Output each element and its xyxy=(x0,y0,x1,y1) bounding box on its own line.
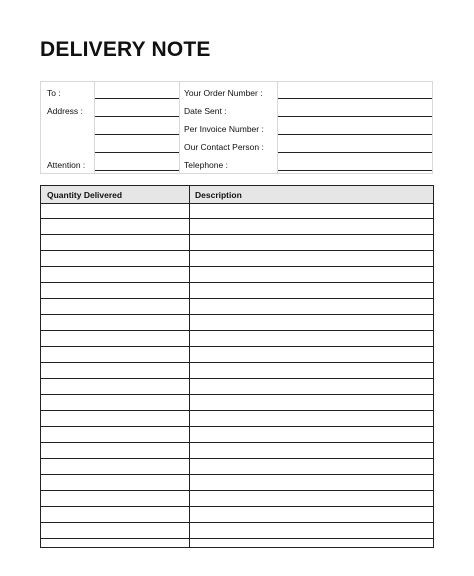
column-header-quantity: Quantity Delivered xyxy=(47,190,123,200)
table-row xyxy=(41,219,433,235)
table-row xyxy=(41,459,433,475)
description-cell[interactable] xyxy=(190,203,433,218)
attention-label: Attention : xyxy=(47,160,86,170)
table-row xyxy=(41,411,433,427)
quantity-cell[interactable] xyxy=(41,443,189,458)
quantity-cell[interactable] xyxy=(41,507,189,522)
table-row xyxy=(41,491,433,507)
quantity-cell[interactable] xyxy=(41,219,189,234)
table-row xyxy=(41,299,433,315)
quantity-cell[interactable] xyxy=(41,251,189,266)
quantity-cell[interactable] xyxy=(41,315,189,330)
table-row xyxy=(41,443,433,459)
quantity-cell[interactable] xyxy=(41,475,189,490)
table-row xyxy=(41,507,433,523)
quantity-cell[interactable] xyxy=(41,491,189,506)
description-cell[interactable] xyxy=(190,379,433,394)
table-row xyxy=(41,523,433,539)
description-cell[interactable] xyxy=(190,491,433,506)
quantity-cell[interactable] xyxy=(41,267,189,282)
quantity-cell[interactable] xyxy=(41,299,189,314)
quantity-cell[interactable] xyxy=(41,363,189,378)
contact-person-field[interactable] xyxy=(278,152,432,153)
delivery-info-block xyxy=(40,81,433,174)
table-row xyxy=(41,395,433,411)
to-field[interactable] xyxy=(95,98,179,99)
description-cell[interactable] xyxy=(190,443,433,458)
quantity-cell[interactable] xyxy=(41,427,189,442)
telephone-label: Telephone : xyxy=(184,160,228,170)
to-label: To : xyxy=(47,88,61,98)
description-cell[interactable] xyxy=(190,267,433,282)
quantity-cell[interactable] xyxy=(41,411,189,426)
quantity-cell[interactable] xyxy=(41,235,189,250)
table-row xyxy=(41,427,433,443)
table-header xyxy=(41,186,433,204)
quantity-cell[interactable] xyxy=(41,459,189,474)
divider xyxy=(277,82,278,173)
order-number-field[interactable] xyxy=(278,98,432,99)
quantity-cell[interactable] xyxy=(41,523,189,538)
quantity-cell[interactable] xyxy=(41,331,189,346)
description-cell[interactable] xyxy=(190,251,433,266)
table-row xyxy=(41,283,433,299)
table-row xyxy=(41,475,433,491)
description-cell[interactable] xyxy=(190,235,433,250)
table-row xyxy=(41,251,433,267)
table-row xyxy=(41,347,433,363)
description-cell[interactable] xyxy=(190,475,433,490)
description-cell[interactable] xyxy=(190,523,433,538)
date-sent-label: Date Sent : xyxy=(184,106,227,116)
table-row xyxy=(41,363,433,379)
divider xyxy=(179,82,180,173)
divider xyxy=(94,82,95,173)
address-field-line-1[interactable] xyxy=(95,116,179,117)
address-field-line-3[interactable] xyxy=(95,152,179,153)
date-sent-field[interactable] xyxy=(278,116,432,117)
quantity-cell[interactable] xyxy=(41,347,189,362)
address-field-line-2[interactable] xyxy=(95,134,179,135)
invoice-number-label: Per Invoice Number : xyxy=(184,124,264,134)
description-cell[interactable] xyxy=(190,219,433,234)
description-cell[interactable] xyxy=(190,331,433,346)
table-row xyxy=(41,267,433,283)
order-number-label: Your Order Number : xyxy=(184,88,263,98)
contact-person-label: Our Contact Person : xyxy=(184,142,264,152)
invoice-number-field[interactable] xyxy=(278,134,432,135)
document-title: DELIVERY NOTE xyxy=(40,38,211,61)
description-cell[interactable] xyxy=(190,363,433,378)
quantity-cell[interactable] xyxy=(41,283,189,298)
quantity-cell[interactable] xyxy=(41,395,189,410)
items-table xyxy=(40,185,434,548)
description-cell[interactable] xyxy=(190,507,433,522)
description-cell[interactable] xyxy=(190,459,433,474)
table-row xyxy=(41,235,433,251)
column-header-description: Description xyxy=(195,190,242,200)
table-row xyxy=(41,379,433,395)
address-label: Address : xyxy=(47,106,83,116)
attention-field[interactable] xyxy=(95,170,179,171)
table-row xyxy=(41,331,433,347)
description-cell[interactable] xyxy=(190,395,433,410)
telephone-field[interactable] xyxy=(278,170,432,171)
description-cell[interactable] xyxy=(190,347,433,362)
description-cell[interactable] xyxy=(190,411,433,426)
quantity-cell[interactable] xyxy=(41,203,189,218)
table-row xyxy=(41,203,433,219)
description-cell[interactable] xyxy=(190,427,433,442)
description-cell[interactable] xyxy=(190,299,433,314)
description-cell[interactable] xyxy=(190,315,433,330)
table-row xyxy=(41,315,433,331)
description-cell[interactable] xyxy=(190,283,433,298)
quantity-cell[interactable] xyxy=(41,379,189,394)
